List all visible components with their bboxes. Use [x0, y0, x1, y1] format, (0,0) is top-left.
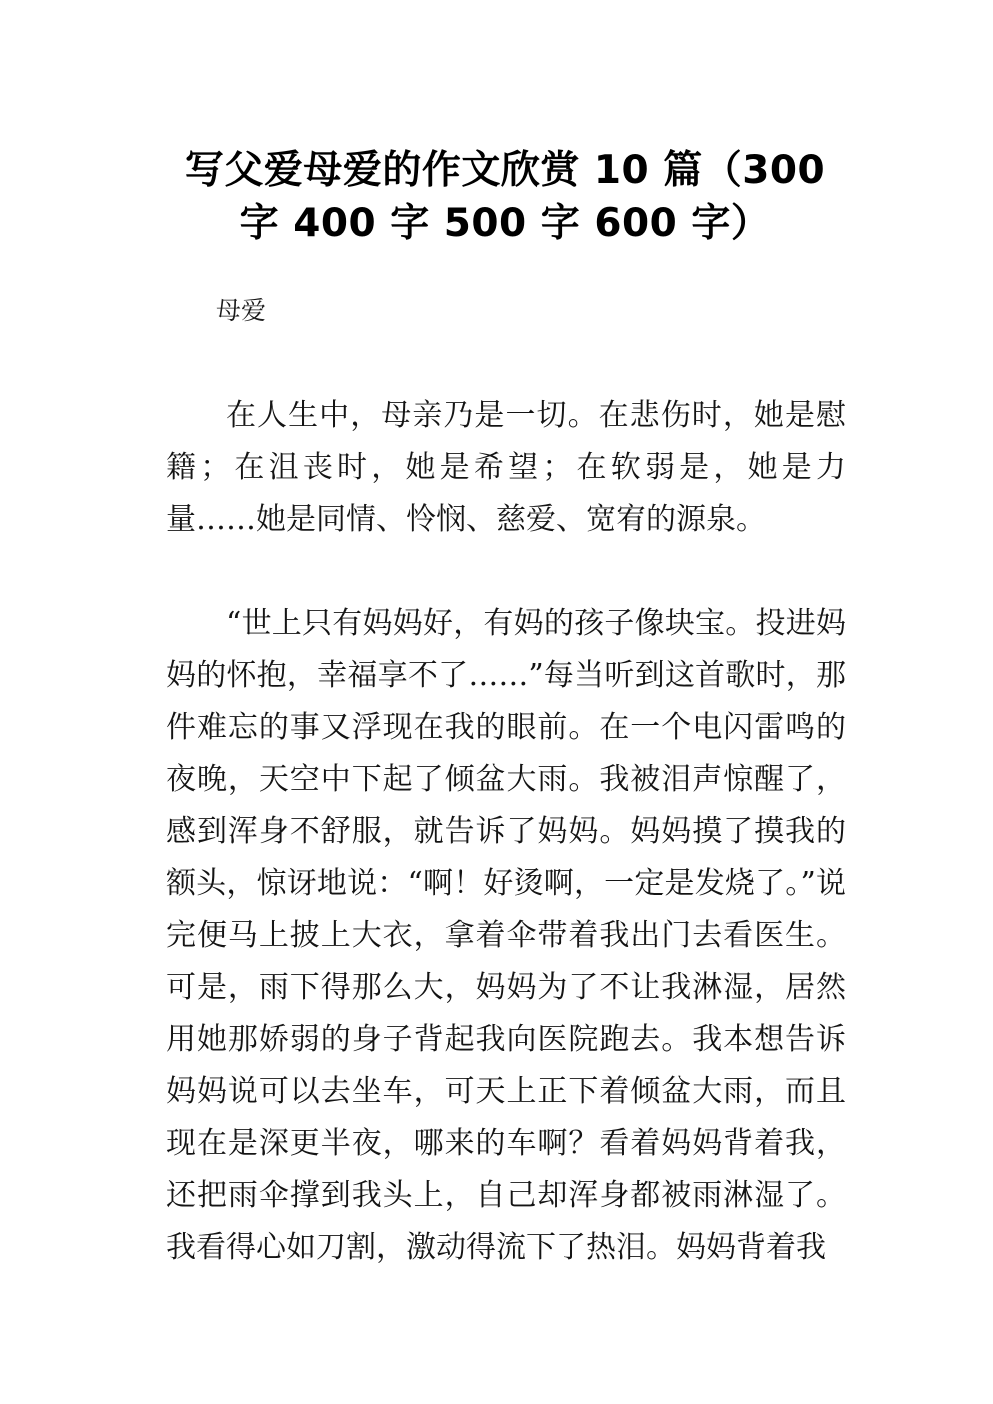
paragraph-spacer — [166, 546, 846, 598]
page-title: 写父爱母爱的作文欣赏 10 篇（300 字 400 字 500 字 600 字） — [184, 148, 840, 247]
document-body — [166, 285, 846, 1274]
body-paragraph-1: 在人生中，母亲乃是一切。在悲伤时，她是慰籍；在沮丧时，她是希望；在软弱是，她是力量……她是同情、怜悯、慈爱、宽宥的源泉。 — [166, 398, 846, 537]
section-heading: 母爱 — [216, 296, 267, 325]
body-paragraph-2: “世上只有妈妈好，有妈的孩子像块宝。投进妈妈的怀抱，幸福享不了……”每当听到这首歌时，那件难忘的事又浮现在我的眼前。在一个电闪雷鸣的夜晚，天空中下起了倾盆大雨。我被泪声惊醒了，感到浑身不舒服，就告诉了妈妈。妈妈摸了摸我的额头，惊讶地说：“啊！好烫啊，一定是发烧了。”说完便马上披上大衣，拿着伞带着我出门去看医生。可是，雨下得那么大，妈妈为了不让我淋湿，居然用她那娇弱的身子背起我向医院跑去。我本想告诉妈妈说可以去坐车，可天上正下着倾盆大雨，而且现在是深更半夜，哪来的车啊？看着妈妈背着我，还把雨伞撑到我头上，自己却浑身都被雨淋湿了。我看得心如刀割，激动得流下了热泪。妈妈背着我 — [166, 606, 846, 1265]
paragraph-spacer — [166, 338, 846, 390]
